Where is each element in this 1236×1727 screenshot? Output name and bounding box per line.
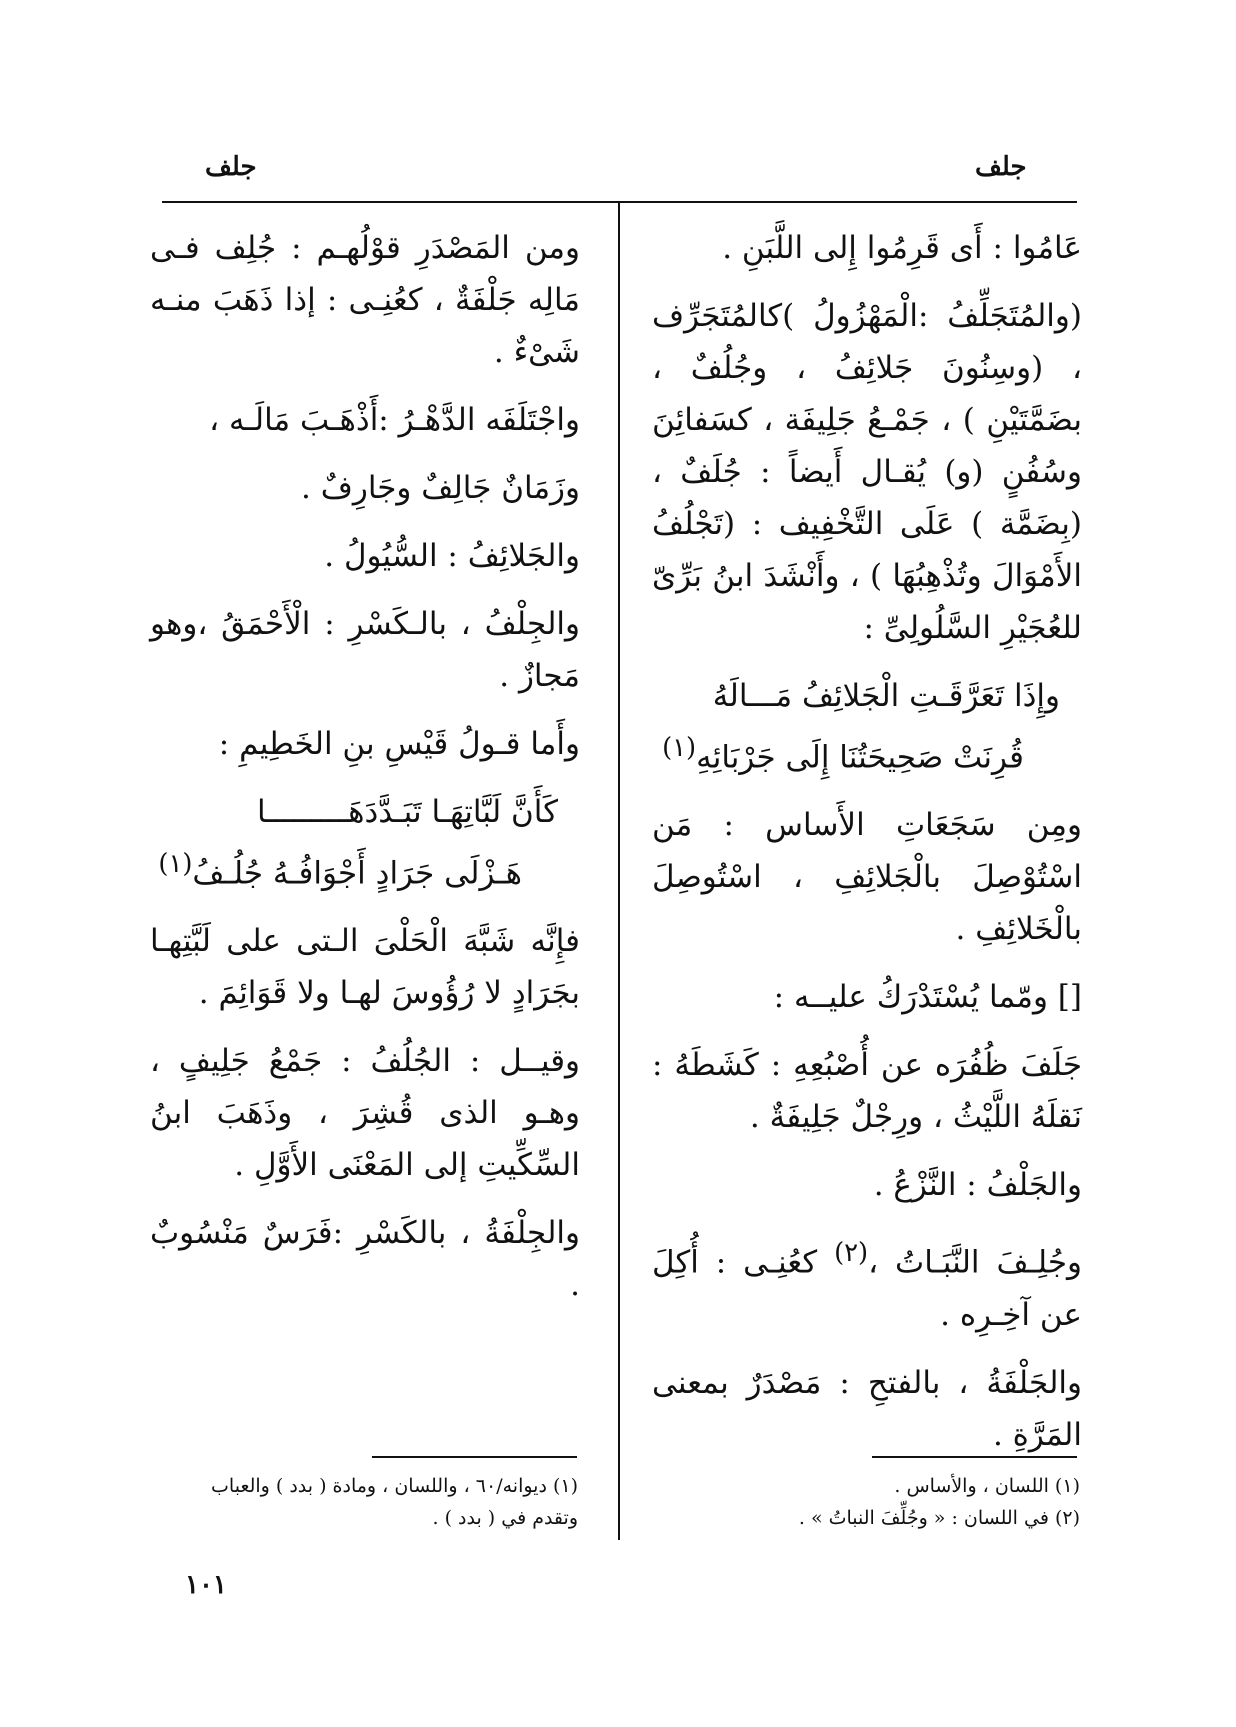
entry-paragraph: فإِنَّه شَبَّهَ الْحَلْىَ الـتى على لَبَّتِهـا بجَرَادٍ لا رُؤُوسَ لهـا ولا قَوَائِمَ . (150, 923, 580, 1012)
footnote-rule-left (372, 1456, 577, 1458)
running-head-left: جلف (205, 152, 257, 182)
footnotes-left (150, 1470, 578, 1534)
verse (150, 786, 580, 899)
entry-paragraph: والجَلائِفُ : السُّيُولُ . (324, 538, 580, 574)
running-head-right: جلف (975, 152, 1027, 182)
footnote: (١) ديوانه/٦٠ ، واللسان ، ومادة ( بدد ) والعباب (211, 1475, 578, 1497)
footnote-rule-right (872, 1456, 1077, 1458)
entry-paragraph: جَلَفَ ظُفُرَه عن أُصْبُعِهِ : كَشَطَهُ : نَقلَهُ اللَّيْثُ ، ورِجْلٌ جَلِيفَةٌ . (652, 1047, 1082, 1136)
entry-paragraph: ومن المَصْدَرِ قوْلُهـم : جُلِف فـى مَالِه جَلْفَةٌ ، كعُنِـى : إذا ذَهَبَ منـه شَىْءٌ . (150, 230, 580, 370)
entry-paragraph: والجِلْفَةُ ، بالكَسْرِ :فَرَسٌ مَنْسُوبٌ . (150, 1215, 580, 1304)
footnote: (١) اللسان ، والأساس . (894, 1475, 1080, 1497)
page-number: ١٠١ (185, 1570, 227, 1600)
verse-hemistich: وإِذَا تَعَرَّقَـتِ الْجَلائِفُ مَـــالَهُ (712, 678, 1060, 714)
entry-paragraph: ومِن سَجَعَاتِ الأَساس : مَن اسْتُوْصِلَ بالْجَلائِفِ ، اسْتُوصِلَ بالْخَلائِفِ . (652, 807, 1082, 948)
footnote-marker: (٢) (834, 1238, 869, 1269)
column-divider (618, 203, 620, 1540)
left-column (150, 222, 580, 1327)
footnote: (٢) في اللسان : « وجُلِّفَ النباتُ » . (798, 1507, 1080, 1529)
footnote-marker: (١) (158, 849, 193, 879)
entry-paragraph: والجَلْفُ : النَّزْعُ . (873, 1167, 1082, 1204)
verse-hemistich: كَأَنَّ لَبَّاتِهَـا تَبَـدَّدَهَـــــــــا (256, 794, 558, 830)
entry-paragraph: (والمُتَجَلِّفُ :الْمَهْزُولُ )كالمُتَجَرِّف ، (وسِنُونَ جَلائِفُ ، وجُلُفٌ ، بضَمَّتَيْنِ ) ، جَمْـعُ جَلِيفَة ، كسَفائِنَ وسُفُنٍ (و) يُقـال أَيضاً : جُلَفٌ ، (بِضَمَّة ) عَلَى التَّخْفِيف : (تَجْلُفُ الأَمْوَالَ وتُذْهِبُهَا ) ، وأَنْشَدَ ابنُ بَرِّىّ للعُجَيْرِ السَّلُولِىِّ : (652, 298, 1082, 646)
entry-paragraph: والجِلْفُ ، بالـكَسْرِ : الْأَحْمَقُ ،وهو مَجازٌ . (150, 606, 580, 694)
verse-hemistich: هَـزْلَى جَرَادٍ أَجْوَافُـهُ جُلُـفُ$^{(١)}$ (158, 849, 522, 892)
footnote: وتقدم في ( بدد ) . (432, 1507, 578, 1529)
entry-paragraph: عَامُوا : أَى قَرِمُوا إِلى اللَّبَنِ . (722, 230, 1082, 266)
entry-paragraph: وجُلِـفَ النَّبَـاتُ ،$^{(٢)}$ كعُنِـى : أُكِلَ عن آخِـرِه . (652, 1238, 1083, 1333)
entry-paragraph: وزَمَانٌ جَالِفٌ وجَارِفٌ . (301, 470, 580, 506)
entry-paragraph: والجَلْفَةُ ، بالفتحِ : مَصْدَرٌ بمعنى المَرَّةِ . (652, 1364, 1082, 1453)
footnotes-right (680, 1470, 1080, 1534)
entry-paragraph: وأَما قـولُ قَيْسِ بنِ الخَطِيمِ : (218, 726, 580, 762)
verse (652, 670, 1082, 783)
right-column (652, 222, 1082, 1477)
verse-hemistich: قُرِنَتْ صَحِيحَتُنَا إِلَى جَرْبَائِهِ$^{(١)}$ (662, 733, 1024, 776)
entry-paragraph: [] ومّما يُسْتَدْرَكُ عليــه : (773, 979, 1082, 1016)
entry-paragraph: واجْتَلَفَه الدَّهْـرُ :أَذْهَـبَ مَالَـه ، (209, 402, 580, 438)
entry-paragraph: وقيــل : الجُلُفُ : جَمْعُ جَلِيفٍ ، وهـو الذى قُشِرَ ، وذَهَبَ ابنُ السِّكِّيتِ إلى المَعْنَى الأَوَّلِ . (150, 1043, 580, 1184)
footnote-marker: (١) (662, 733, 697, 763)
